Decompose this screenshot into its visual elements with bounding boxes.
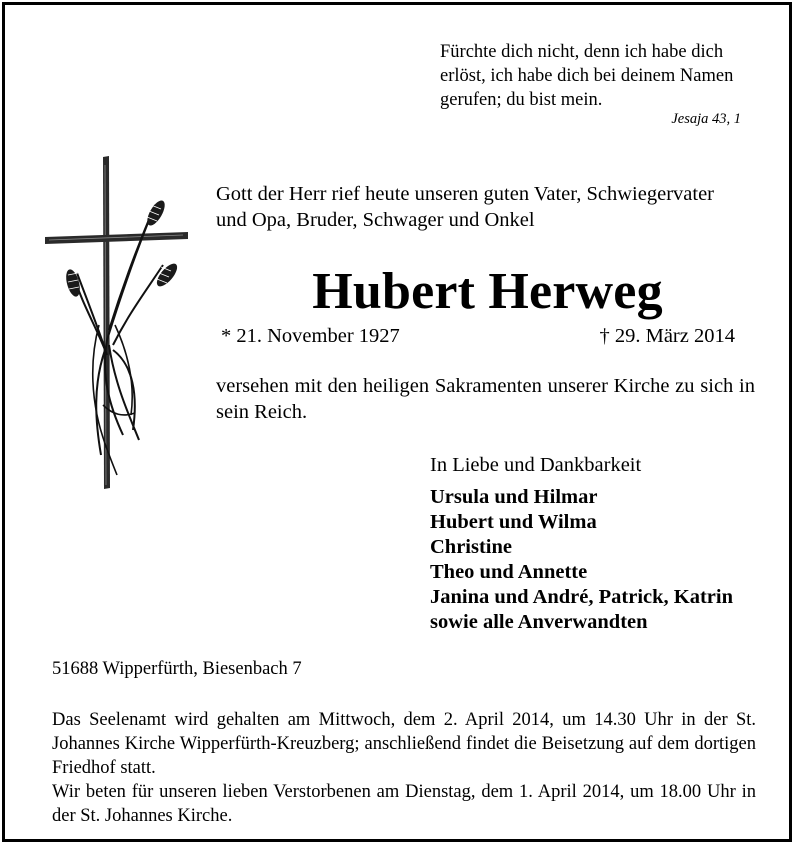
obituary-frame	[2, 2, 792, 842]
intro-line: Gott der Herr rief heute unseren guten Vater, Schwiegervater	[216, 183, 714, 205]
family-list	[430, 453, 770, 635]
family-member: Janina und André, Patrick, Katrin	[430, 586, 733, 608]
service-paragraph: Das Seelenamt wird gehalten am Mittwoch, dem 2. April 2014, um 14.30 Uhr in der St. Johannes Kirche Wipperfürth-Kreuzberg; anschließend findet die Beisetzung auf dem dortigen Friedhof statt.	[52, 710, 756, 778]
verse-line: gerufen; du bist mein.	[440, 90, 603, 110]
verse-reference: Jesaja 43, 1	[671, 111, 741, 127]
family-member: Theo und Annette	[430, 561, 588, 583]
verse-line: erlöst, ich habe dich bei deinem Namen	[440, 66, 734, 86]
family-member: Christine	[430, 536, 512, 558]
wheat-leaves	[93, 325, 135, 475]
verse-line: Fürchte dich nicht, denn ich habe dich	[440, 42, 724, 62]
service-paragraph: Wir beten für unseren lieben Verstorbenen am Dienstag, dem 1. April 2014, um 18.00 Uhr in der St. Johannes Kirche.	[52, 782, 756, 826]
address: 51688 Wipperfürth, Biesenbach 7	[52, 659, 302, 679]
bible-verse	[440, 40, 770, 112]
sacrament-text: versehen mit den heiligen Sakramenten unserer Kirche zu sich in sein Reich.	[216, 375, 755, 423]
cross-with-wheat-icon	[43, 155, 189, 490]
birth-date: * 21. November 1927	[221, 325, 400, 347]
family-member: Ursula und Hilmar	[430, 486, 598, 508]
family-heading: In Liebe und Dankbarkeit	[430, 454, 642, 476]
cross-horizontal-beam	[45, 232, 188, 244]
intro-line: und Opa, Bruder, Schwager und Onkel	[216, 209, 535, 231]
family-member: Hubert und Wilma	[430, 511, 597, 533]
intro-text	[216, 181, 761, 233]
deceased-name: Hubert Herweg	[312, 263, 663, 320]
family-member: sowie alle Anverwandten	[430, 611, 648, 633]
service-info	[52, 708, 756, 828]
death-date: † 29. März 2014	[599, 325, 735, 347]
